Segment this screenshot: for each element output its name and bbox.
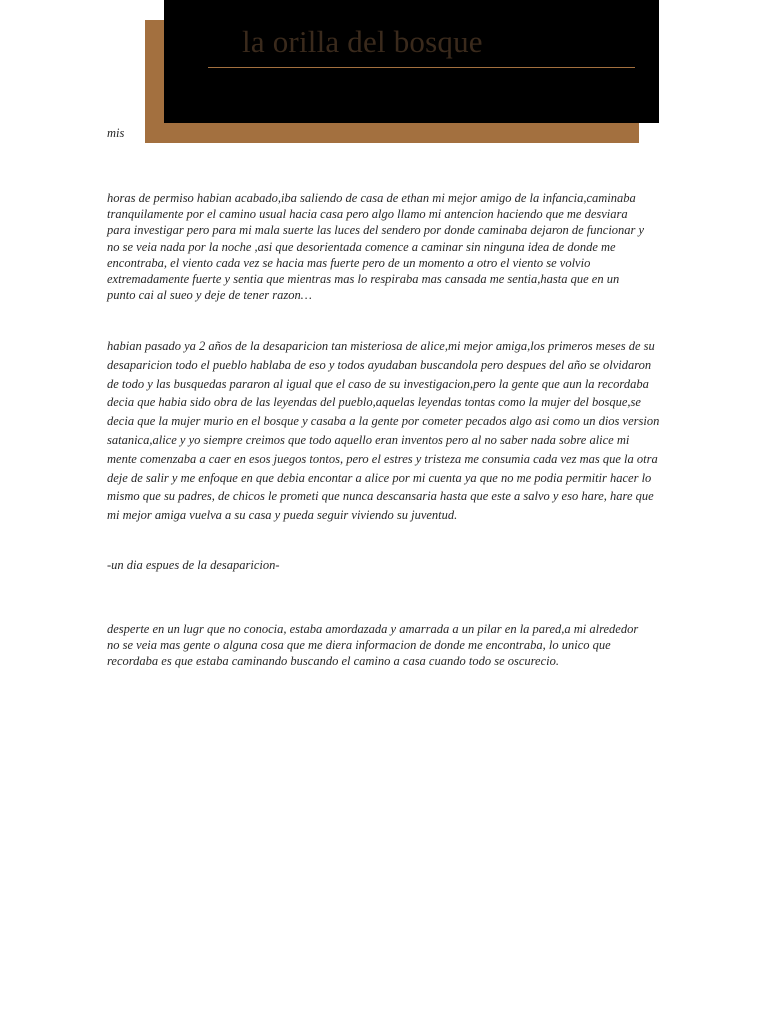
paragraph-2: habian pasado ya 2 años de la desaparicion tan misteriosa de alice,mi mejor amiga,los primeros meses de su desaparicion todo el pueblo hablaba de eso y todos ayudaban buscandola pero despues del año se olvidaron de todo y las busquedas pararon al igual que el caso de su investigacion,pero la gente que aun la recordaba decia que habia sido obra de las leyendas del pueblo,aquelas leyendas tontas como la mujer del bosque,se decia que la mujer murio en el bosque y casaba a la gente por cometer pecados algo asi como un dios version satanica,alice y yo siempre creimos que todo aquello eran inventos pero al no saber nada sobre alice mi mente comenzaba a caer en esos juegos tontos, pero el estres y tristeza me consumia cada vez mas que la otra deje de salir y me enfoque en que debia encontar a alice por mi cuenta ya que no me podia permitir hacer lo mismo que su padres, de chicos le prometi que nunca descansaria hasta que este a salvo y eso hare, hare que mi mejor amiga vuelva a su casa y pueda seguir viviendo su juventud. (107, 339, 660, 523)
paragraph-4: desperte en un lugr que no conocia, estaba amordazada y amarrada a un pilar en la pared,a mi alrededor no se veia mas gente o alguna cosa que me diera informacion de donde me encontraba, lo unico que recordaba es que estaba caminando buscando el camino a casa cuando todo se oscurecio. (107, 622, 639, 669)
title-banner (164, 0, 659, 123)
title-underline (208, 67, 635, 68)
intro-word: mis (107, 126, 125, 140)
paragraph-1: horas de permiso habian acabado,iba saliendo de casa de ethan mi mejor amigo de la infancia,caminaba tranquilamente por el camino usual hacia casa pero algo llamo mi antencion haciendo que me desviara para investigar pero para mi mala suerte las luces del sendero por donde caminaba dejaron de funcionar y no se veia nada por la noche ,asi que desorientada comence a caminar sin ninguna idea de donde me encontraba, el viento cada vez se hacia mas fuerte pero de un momento a otro el viento se volvio extremadamente fuerte y sentia que mientras mas lo respiraba mas cansada me sentia,hasta que en un punto cai al sueo y deje de tener razon… (107, 191, 645, 303)
scene-break: -un dia espues de la desaparicion- (107, 558, 280, 572)
page-title: la orilla del bosque (242, 24, 483, 59)
